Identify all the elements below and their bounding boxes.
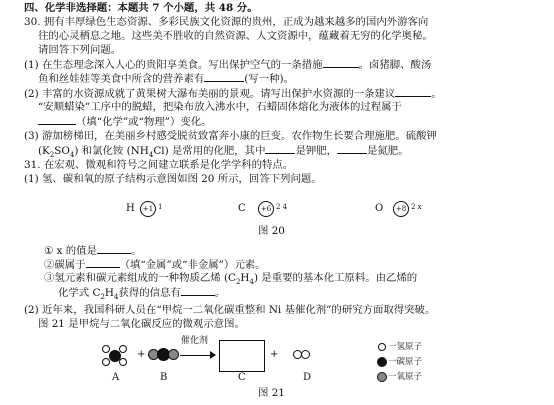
q31-sub3-text: ) 是重要的基本化工原料。由乙烯的 [253,272,418,284]
subscript: 2 [235,278,241,287]
q30-line2: 往的心灵栖息之地。这些美不胜收的自然资源、人文资源中，蕴藏着无穷的化学奥秘。 [38,30,433,42]
q31-sub3b-text: H [104,287,114,299]
shell-o: 2 x [411,203,422,211]
answer-blank[interactable] [323,58,359,68]
formula-text: (K [38,145,50,157]
plus-sign: + [270,349,279,360]
nucleus-c: +6 [258,201,274,217]
q31-sub2-text: ②碳属于 [44,259,86,271]
arrow-head-icon [210,351,216,359]
q30-part1-tail: 。卤猪脚、酸汤 [358,59,432,71]
figure-21-caption: 图 21 [258,387,285,399]
q31-sub3-text: ③氢元素和碳元素组成的一种物质乙烯 (C [44,272,236,284]
formula-text: 是钾肥， [295,145,338,157]
carbon-legend-icon [377,357,387,367]
answer-blank[interactable] [337,144,367,154]
q30-part2-line1 [24,87,442,101]
q30-part2-text: (2) 丰富的水资源成就了黄果树大瀑布美丽的景观。请写出保护水资源的一条建议 [24,88,396,100]
section-heading: 四、化学非选择题：本题共 7 个小题，共 48 分。 [24,2,258,14]
atom-symbol-h: H [126,203,135,214]
label-c: C [238,372,246,383]
q30-line3: 请回答下列问题。 [38,44,122,56]
nucleus-h: +1 [140,201,156,217]
catalyst-label: 催化剂 [181,336,209,346]
q30-line1: 30. 拥有丰厚绿色生态资源、多彩民族文化资源的贵州，正成为越来越多的国内外游客向 [24,16,429,28]
subscript: 2 [100,293,105,302]
q31-part2-line1: (2) 近年来，我国科研人员在“甲烷一二氧化碳重整和 Ni 基催化剂”的研究方面取得突破。 [24,304,436,316]
hydrogen-atom [119,358,127,366]
product-box [219,340,265,372]
q31-sub3b-text: 获得的信息有 [118,287,181,299]
answer-blank[interactable] [265,144,295,154]
hydrogen-atom [102,345,110,353]
q31-sub3b-text: 化学式 C [58,287,101,299]
q30-part1b-text: 鱼和丝娃娃等美食中所含的营养素有 [38,73,205,85]
q30-part1-line2 [38,72,294,86]
subscript: 4 [69,151,75,160]
q31-sub2 [44,258,266,272]
hydrogen-atom [301,350,310,359]
formula-text: ) 和氯化铵 (NH [74,145,149,157]
legend-oxygen: 一氧原子 [388,372,423,382]
q30-part2-line3 [38,115,212,129]
q31-sub3-text: H [240,272,250,284]
q31-sub2-tail: （填“金属”或“非金属”）元素。 [119,259,266,271]
plus-sign: + [137,349,146,360]
answer-blank[interactable] [204,72,244,82]
q31-sub1-text: ① x 的值是 [44,245,97,257]
shell-c: 2 4 [276,203,288,211]
q31-sub1 [44,244,141,258]
subscript: 4 [148,151,154,160]
answer-blank[interactable] [97,244,131,254]
q31-sub1-tail: 。 [130,245,142,257]
label-a: A [112,372,120,383]
q30-part1b-tail: (写一种)。 [244,73,294,85]
reaction-arrow [180,355,212,356]
q31-sub3b-end: 。 [214,287,226,299]
oxygen-legend-icon [377,372,387,382]
answer-blank[interactable] [395,87,431,97]
shell-h: 1 [158,203,163,211]
oxygen-atom [168,349,179,360]
atom-symbol-o: O [375,203,384,214]
formula-text: SO [54,145,70,157]
q30-part2-line2: “安顺蜡染”工序中的脱蜡，把染布放入沸水中，石蜡固体熔化为液体的过程属于 [38,101,402,113]
molecule-a [100,344,130,368]
q30-part1-text: (1) 在生态理念深入人心的贵阳享美食。写出保护空气的一条措施 [24,59,323,71]
hydrogen-atom [102,358,110,366]
hydrogen-atom [119,345,127,353]
atom-symbol-c: C [238,203,246,214]
answer-blank[interactable] [181,286,215,296]
molecule-d [293,349,311,359]
legend-hydrogen: 一氢原子 [388,342,423,352]
subscript: 4 [249,278,254,287]
q31-line1: 31. 在宏观、微观和符号之间建立联系是化学学科的特点。 [24,159,294,171]
q30-part1-line1 [24,58,431,72]
legend-carbon: 一碳原子 [388,357,423,367]
figure-20-caption: 图 20 [258,225,285,237]
q30-part2-tail: 。 [431,88,442,100]
formula-text: Cl) 是常用的化肥，其中 [153,145,266,157]
answer-blank[interactable] [86,258,120,268]
label-d: D [303,372,312,383]
q31-sub3-line2 [58,286,225,304]
q31-part1-line1: (1) 氢、碳和氧的原子结构示意图如图 20 所示，回答下列问题。 [24,173,322,185]
answer-blank[interactable] [38,115,76,125]
molecule-b [148,347,182,361]
hydrogen-legend-icon [378,343,386,351]
q30-part2-line3-text: （填“化学”或“物理”）变化。 [76,116,212,128]
q30-part3-line1: (3) 游加榜梯田，在美丽乡村感受脱贫致富奔小康的巨变。农作物生长要合理施肥。硫酸钾 [24,130,437,142]
label-b: B [160,372,168,383]
formula-text: 是氮肥。 [367,145,409,157]
subscript: 4 [113,293,119,302]
q31-part2-line2: 图 21 是甲烷与二氧化碳反应的微观示意图。 [38,318,245,330]
subscript: 2 [49,151,55,160]
nucleus-o: +8 [393,201,409,217]
